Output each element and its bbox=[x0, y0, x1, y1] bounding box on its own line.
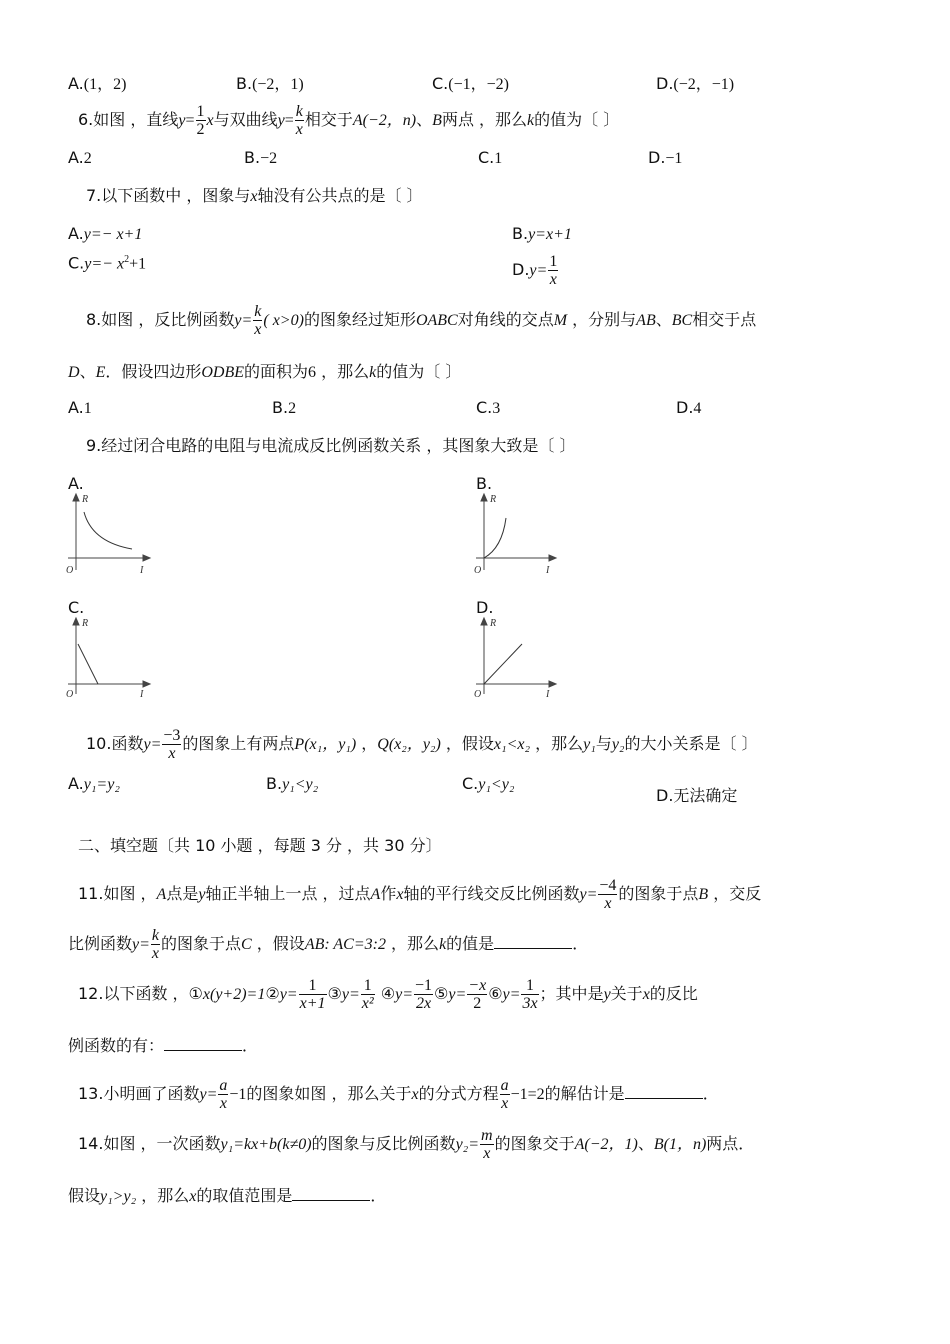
line-increasing bbox=[484, 644, 522, 684]
q7-option-c: $C.y=- x^2+1$ bbox=[68, 253, 147, 273]
q10-stem: 10.函数y= $\frac{-3}{x}$ 的图象上有两点P(x₁，y₁) ，Q(x₂，y₂) ，假设x₁<x₂ ，那么y₁与y₂的大小关系是〔 〕 bbox=[86, 727, 758, 762]
q9-option-c-label: C. bbox=[68, 598, 85, 617]
q8-stem-line2: D、E．假设四边形ODBE的面积为6 ，那么k的值为〔 〕 bbox=[68, 362, 462, 381]
y-axis-label: R bbox=[82, 494, 89, 505]
q8-option-a: A.1 bbox=[68, 398, 92, 417]
q5-option-b: B.(−2，1) bbox=[236, 74, 304, 93]
y-axis-arrow bbox=[73, 494, 79, 501]
q12-answer-blank[interactable] bbox=[164, 1036, 242, 1051]
q7-stem: 7.以下函数中 ，图象与x轴没有公共点的是〔 〕 bbox=[86, 186, 423, 205]
q12-stem-line2: 例函数的有： ． bbox=[68, 1036, 259, 1055]
q11-fraction-neg4: $\frac{-4}{x}$ bbox=[599, 877, 617, 912]
origin-label: O bbox=[474, 565, 482, 576]
q9-option-d-label: D. bbox=[476, 598, 494, 617]
q10-option-d: D.无法确定 bbox=[656, 786, 738, 805]
curve-decreasing-hyperbola bbox=[84, 512, 132, 549]
q7-option-b: B.y=x+1 bbox=[512, 224, 572, 243]
q8-option-b: B.2 bbox=[272, 398, 297, 417]
x-axis-label: I bbox=[546, 689, 550, 700]
q8-option-c: C.3 bbox=[476, 398, 501, 417]
x-axis-label: I bbox=[140, 565, 144, 576]
origin-label: O bbox=[474, 689, 482, 700]
y-axis-arrow bbox=[481, 494, 487, 501]
q7-option-a: A.y=− x+1 bbox=[68, 224, 143, 243]
x-axis-arrow bbox=[549, 681, 556, 687]
q6-option-c: C.1 bbox=[478, 148, 503, 167]
q14-answer-blank[interactable] bbox=[292, 1186, 370, 1201]
q9-graph-b bbox=[468, 492, 564, 580]
x-axis-arrow bbox=[549, 555, 556, 561]
y-axis-label: R bbox=[490, 494, 497, 505]
x-axis-arrow bbox=[143, 681, 150, 687]
q6-stem: 6.如图 ，直线y= $\frac{1}{2}$ x与双曲线y= $\frac{k}{x}$ 相交于A(−2，n)、B两点 ，那么k的值为〔 〕 bbox=[78, 103, 620, 138]
section-2-title: 二、填空题〔共 10 小题 ，每题 3 分 ，共 30 分〕 bbox=[78, 836, 442, 855]
q10-option-a: A.y₁=y₂ bbox=[68, 774, 120, 793]
q8-option-d: D.4 bbox=[676, 398, 702, 417]
q6-option-b: B.−2 bbox=[244, 148, 278, 167]
line-decreasing bbox=[78, 644, 98, 684]
y-axis-arrow bbox=[73, 618, 79, 625]
q8-fraction-k-over-x: $\frac{k}{x}$ bbox=[254, 303, 262, 338]
q7-option-d: D.y= $\frac{1}{x}$ bbox=[512, 253, 558, 288]
origin-label: O bbox=[66, 565, 74, 576]
y-axis-label: R bbox=[82, 618, 89, 629]
q11-fraction-k: $\frac{k}{x}$ bbox=[151, 927, 160, 962]
q11-stem: 11.如图 ，A点是y轴正半轴上一点 ，过点A作x轴的平行线交反比例函数y= $\frac{-4}{x}$ 的图象于点B ，交反 bbox=[78, 877, 762, 912]
y-axis-arrow bbox=[481, 618, 487, 625]
x-axis-label: I bbox=[140, 689, 144, 700]
q6-option-a: A.2 bbox=[68, 148, 92, 167]
q6-fraction-half: $\frac{1}{2}$ bbox=[196, 103, 205, 138]
q9-graph-d bbox=[468, 616, 564, 704]
q8-stem: 8.如图 ，反比例函数y= $\frac{k}{x}$ ( x>0)的图象经过矩形OABC对角线的交点M ，分别与AB、BC相交于点 bbox=[86, 303, 757, 338]
x-axis-arrow bbox=[143, 555, 150, 561]
origin-label: O bbox=[66, 689, 74, 700]
q5-option-d: D.(−2，−1) bbox=[656, 74, 735, 93]
q13-stem: 13.小明画了函数y= $\frac{a}{x}$ −1的图象如图 ，那么关于x的分式方程 $\frac{a}{x}$ −1=2的解估计是 ． bbox=[78, 1077, 719, 1112]
q9-option-a-label: A. bbox=[68, 474, 84, 493]
y-axis-label: R bbox=[490, 618, 497, 629]
q6-fraction-k-over-x: $\frac{k}{x}$ bbox=[295, 103, 303, 138]
q13-answer-blank[interactable] bbox=[625, 1084, 703, 1099]
q9-graph-a bbox=[62, 492, 158, 580]
q9-stem: 9.经过闭合电路的电阻与电流成反比例函数关系 ，其图象大致是〔 〕 bbox=[86, 436, 576, 455]
q10-fraction: $\frac{-3}{x}$ bbox=[163, 727, 181, 762]
q6-option-d: D.−1 bbox=[648, 148, 683, 167]
q5-option-a: A.(1，2) bbox=[68, 74, 127, 93]
q9-graph-c bbox=[62, 616, 158, 704]
curve-increasing-convex bbox=[484, 518, 506, 558]
x-axis-label: I bbox=[546, 565, 550, 576]
q12-stem: 12.以下函数 ，①x(y+2)=1②y= $\frac{1}{x+1}$ ③y= $\frac{1}{\text{x²}}$ ④y= $\frac{-1}{2x}$ ⑤y= $\frac{-x}{2}$ ⑥y= $\frac{1}{3x}$ ；其中是y关于x的反比 bbox=[78, 977, 698, 1012]
q11-answer-blank[interactable] bbox=[494, 934, 572, 949]
q5-option-c: C.(−1，−2) bbox=[432, 74, 509, 93]
q10-option-b: B.y₁<y₂ bbox=[266, 774, 319, 793]
q14-stem: 14.如图 ，一次函数y₁=kx+b(k≠0)的图象与反比例函数y₂= $\frac{m}{x}$ 的图象交于A(−2，1)、B(1，n)两点． bbox=[78, 1127, 755, 1162]
q9-option-b-label: B. bbox=[476, 474, 493, 493]
q10-option-c: C.y₁<y₂ bbox=[462, 774, 515, 793]
q11-stem-line2: 比例函数y= $\frac{k}{x}$ 的图象于点C ，假设AB: AC=3:2 ，那么k的值是 ． bbox=[68, 927, 589, 962]
q14-stem-line2: 假设y₁>y₂ ，那么x的取值范围是 ． bbox=[68, 1186, 387, 1205]
